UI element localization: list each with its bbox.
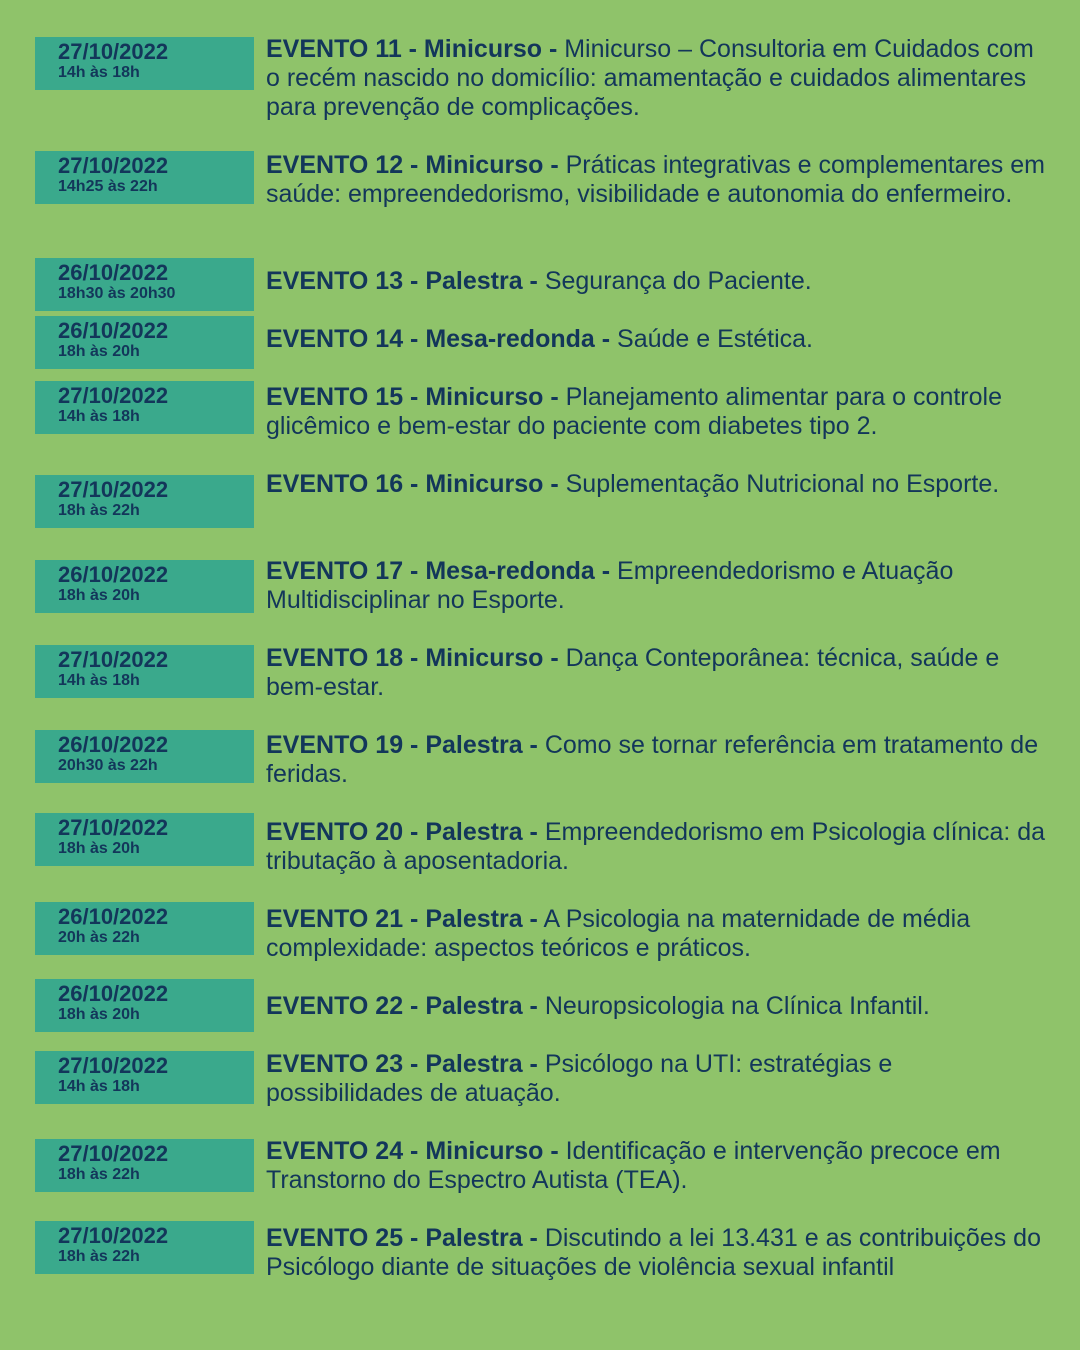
event-text: Empreendedorismo em Psicologia clínica: da tributação à aposentadoria.: [266, 818, 1046, 875]
event-date: 27/10/2022: [58, 383, 169, 408]
date-badge: [35, 902, 254, 955]
event-date: 26/10/2022: [58, 318, 169, 343]
event-heading: EVENTO 16 - Minicurso -: [266, 470, 559, 498]
event-heading: EVENTO 21 - Palestra -: [266, 905, 538, 933]
event-time: 18h às 20h: [58, 1006, 140, 1023]
date-badge: [35, 475, 254, 528]
event-description: [266, 35, 1046, 122]
event-date: 27/10/2022: [58, 1053, 169, 1078]
event-description: [266, 383, 1046, 441]
event-text: Identificação e intervenção precoce em Transtorno do Espectro Autista (TEA).: [266, 1137, 1001, 1194]
event-description: [266, 151, 1046, 209]
event-time: 14h às 18h: [58, 408, 140, 425]
event-text: Segurança do Paciente.: [544, 267, 812, 295]
event-text: Práticas integrativas e complementares em saúde: empreendedorismo, visibilidade e autonomia do enfermeiro.: [266, 151, 1045, 208]
event-text: Saúde e Estética.: [617, 325, 813, 353]
event-text: Planejamento alimentar para o controle glicêmico e bem-estar do paciente com diabetes tipo 2.: [266, 383, 1002, 440]
event-date: 26/10/2022: [58, 981, 169, 1006]
event-date: 27/10/2022: [58, 815, 169, 840]
date-badge: [35, 1139, 254, 1192]
event-description: [266, 1050, 1046, 1108]
event-date: 27/10/2022: [58, 647, 169, 672]
event-date: 26/10/2022: [58, 904, 169, 929]
event-text: Neuropsicologia na Clínica Infantil.: [544, 992, 930, 1020]
event-time: 14h às 18h: [58, 1078, 140, 1095]
event-heading: EVENTO 17 - Mesa-redonda -: [266, 557, 611, 585]
event-time: 14h às 18h: [58, 672, 140, 689]
event-date: 27/10/2022: [58, 477, 169, 502]
date-badge: [35, 645, 254, 698]
date-badge: [35, 1221, 254, 1274]
event-text: Minicurso – Consultoria em Cuidados com o recém nascido no domicílio: amamentação e cuidados alimentares para prevenção de complicações.: [266, 35, 1034, 121]
event-text: A Psicologia na maternidade de média complexidade: aspectos teóricos e práticos.: [266, 905, 971, 962]
event-text: Dança Conteporânea: técnica, saúde e bem-estar.: [266, 644, 1000, 701]
event-time: 18h às 22h: [58, 502, 140, 519]
event-heading: EVENTO 22 - Palestra -: [266, 992, 538, 1020]
event-date: 27/10/2022: [58, 1141, 169, 1166]
date-badge: [35, 979, 254, 1032]
event-time: 18h às 22h: [58, 1248, 140, 1265]
event-description: [266, 325, 1046, 354]
event-heading: EVENTO 11 - Minicurso -: [266, 35, 558, 63]
event-description: [266, 644, 1046, 702]
event-time: 14h25 às 22h: [58, 178, 158, 195]
event-description: [266, 731, 1046, 789]
event-heading: EVENTO 13 - Palestra -: [266, 267, 538, 295]
event-time: 18h às 22h: [58, 1166, 140, 1183]
event-description: [266, 992, 1046, 1021]
event-text: Discutindo a lei 13.431 e as contribuições do Psicólogo diante de situações de violência sexual infantil: [266, 1224, 1041, 1281]
date-badge: [35, 1051, 254, 1104]
event-time: 18h às 20h: [58, 587, 140, 604]
date-badge: [35, 730, 254, 783]
event-date: 27/10/2022: [58, 153, 169, 178]
event-date: 27/10/2022: [58, 1223, 169, 1248]
event-heading: EVENTO 14 - Mesa-redonda -: [266, 325, 611, 353]
event-description: [266, 1224, 1046, 1282]
event-heading: EVENTO 18 - Minicurso -: [266, 644, 559, 672]
event-text: Empreendedorismo e Atuação Multidisciplinar no Esporte.: [266, 557, 954, 614]
event-text: Suplementação Nutricional no Esporte.: [565, 470, 1000, 498]
event-time: 20h às 22h: [58, 929, 140, 946]
date-badge: [35, 560, 254, 613]
event-heading: EVENTO 25 - Palestra -: [266, 1224, 538, 1252]
event-time: 18h às 20h: [58, 343, 140, 360]
event-date: 26/10/2022: [58, 260, 169, 285]
event-description: [266, 470, 1046, 499]
date-badge: [35, 258, 254, 311]
event-date: 27/10/2022: [58, 39, 169, 64]
event-time: 18h30 às 20h30: [58, 285, 176, 302]
date-badge: [35, 151, 254, 204]
event-heading: EVENTO 19 - Palestra -: [266, 731, 538, 759]
event-description: [266, 818, 1046, 876]
event-text: Como se tornar referência em tratamento de feridas.: [266, 731, 1039, 788]
date-badge: [35, 316, 254, 369]
event-text: Psicólogo na UTI: estratégias e possibilidades de atuação.: [266, 1050, 893, 1107]
event-heading: EVENTO 15 - Minicurso -: [266, 383, 559, 411]
event-time: 14h às 18h: [58, 64, 140, 81]
event-time: 18h às 20h: [58, 840, 140, 857]
event-heading: EVENTO 20 - Palestra -: [266, 818, 538, 846]
event-heading: EVENTO 12 - Minicurso -: [266, 151, 559, 179]
event-heading: EVENTO 23 - Palestra -: [266, 1050, 538, 1078]
event-description: [266, 557, 1046, 615]
event-date: 26/10/2022: [58, 732, 169, 757]
event-heading: EVENTO 24 - Minicurso -: [266, 1137, 559, 1165]
date-badge: [35, 813, 254, 866]
date-badge: [35, 381, 254, 434]
date-badge: [35, 37, 254, 90]
event-description: [266, 905, 1046, 963]
event-description: [266, 267, 1046, 296]
event-description: [266, 1137, 1046, 1195]
event-time: 20h30 às 22h: [58, 757, 158, 774]
event-date: 26/10/2022: [58, 562, 169, 587]
